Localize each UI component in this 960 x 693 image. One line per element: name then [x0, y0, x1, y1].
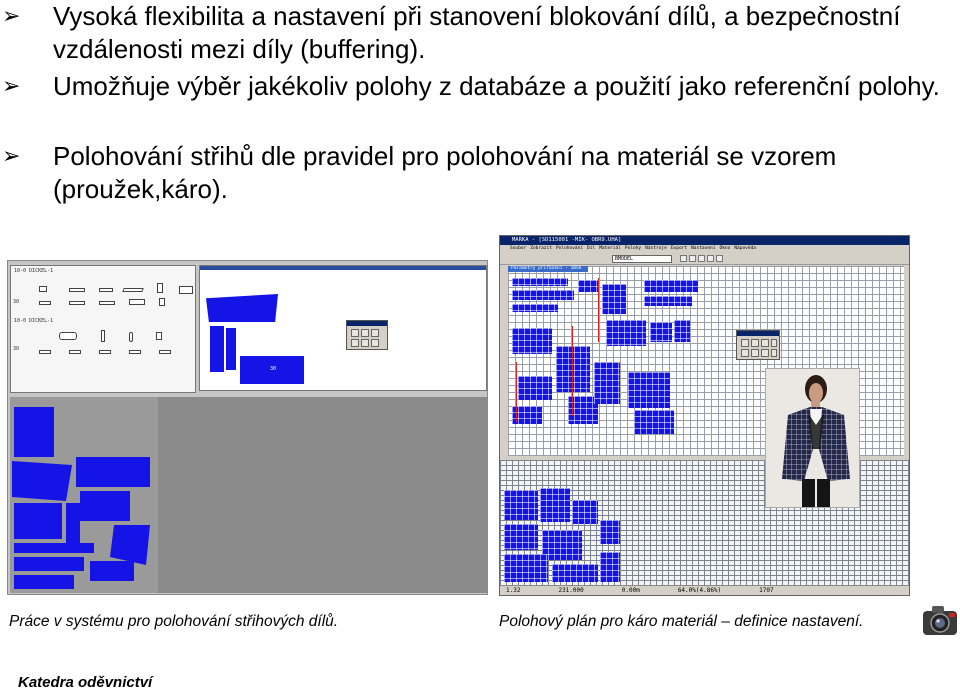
- bullet-item: [0, 70, 960, 136]
- bullet-arrow-icon: ➢: [2, 4, 21, 29]
- menu-item[interactable]: Materiál: [599, 246, 621, 251]
- pattern-piece: [14, 407, 54, 457]
- panel-title: Parametry přiřazení - 1BSA: [511, 266, 582, 271]
- pattern-piece: [226, 328, 236, 370]
- right-caption: Polohový plán pro káro materiál – definice nastavení.: [499, 613, 864, 630]
- piece-count: 30: [13, 299, 20, 305]
- menu-item[interactable]: Polohy: [624, 246, 642, 251]
- pattern-piece: [12, 461, 72, 501]
- title-bar: [500, 236, 909, 245]
- camera-icon: [920, 600, 960, 640]
- window-title: MARKA - [SD115001 -MIK- OBR9.UHA]: [512, 237, 622, 243]
- menu-item[interactable]: Díl: [587, 246, 596, 251]
- bullet-item: [0, 140, 960, 206]
- pattern-piece: [76, 457, 150, 487]
- piece-group-label: 10-0 DICKEL-1: [14, 268, 54, 274]
- pattern-piece: [206, 294, 278, 322]
- pattern-piece: [90, 561, 134, 581]
- piece-count: 30: [13, 346, 20, 352]
- menu-item[interactable]: Zobrazit: [530, 246, 552, 251]
- menu-bar[interactable]: [500, 245, 909, 253]
- department-footer: Katedra oděvnictví: [18, 674, 153, 691]
- status-field: 1707: [759, 587, 774, 594]
- menu-item[interactable]: Nápověda: [734, 246, 757, 251]
- bullet-text: Polohování střihů dle pravidel pro polohování na materiál se vzorem (proužek,káro).: [53, 141, 837, 204]
- left-caption: Práce v systému pro polohování střihových dílů.: [9, 613, 339, 630]
- tool-palette[interactable]: [736, 330, 780, 360]
- status-field: 64.0%(4.86%): [677, 587, 722, 594]
- menu-item[interactable]: Soubor: [510, 246, 527, 251]
- bullet-text: Vysoká flexibilita a nastavení při stanovení blokování dílů, a bezpečnostní vzdálenosti mezi díly (buffering).: [53, 1, 901, 64]
- bullet-arrow-icon: ➢: [2, 74, 21, 99]
- menu-item[interactable]: Nastavení: [691, 246, 716, 251]
- pattern-piece: [210, 326, 224, 372]
- menu-item[interactable]: Export: [670, 246, 688, 251]
- model-combo[interactable]: BMODEL: [612, 255, 672, 263]
- status-bar: [500, 585, 909, 595]
- status-field: 0.00m: [621, 587, 640, 594]
- pattern-piece: [66, 503, 80, 545]
- pattern-piece: [14, 575, 74, 589]
- status-field: 1.32: [506, 587, 521, 594]
- pattern-piece: [80, 491, 130, 521]
- menu-item[interactable]: Okno: [719, 246, 731, 251]
- menu-item[interactable]: Polohování: [555, 246, 584, 251]
- piece-group-label: 10-0 DICKEL-1: [14, 318, 54, 324]
- pattern-piece: [14, 503, 62, 539]
- bullet-item: [0, 0, 960, 66]
- marker-canvas[interactable]: [10, 397, 487, 593]
- model-photo: [765, 368, 860, 508]
- toolbar: [500, 253, 909, 265]
- bullet-arrow-icon: ➢: [2, 144, 21, 169]
- piece-list-pane: [10, 265, 196, 393]
- marker-preview-pane: [199, 265, 487, 391]
- bullet-text: Umožňuje výběr jakékoliv polohy z databáze a použití jako referenční polohy.: [53, 71, 940, 101]
- status-field: 231.000: [558, 587, 584, 594]
- tool-palette[interactable]: [346, 320, 388, 350]
- pattern-piece: [14, 557, 84, 571]
- pattern-piece: [14, 543, 94, 553]
- menu-item[interactable]: Nástroje: [645, 246, 667, 251]
- piece-number: 30: [270, 366, 277, 372]
- marker-making-screenshot: [7, 260, 488, 595]
